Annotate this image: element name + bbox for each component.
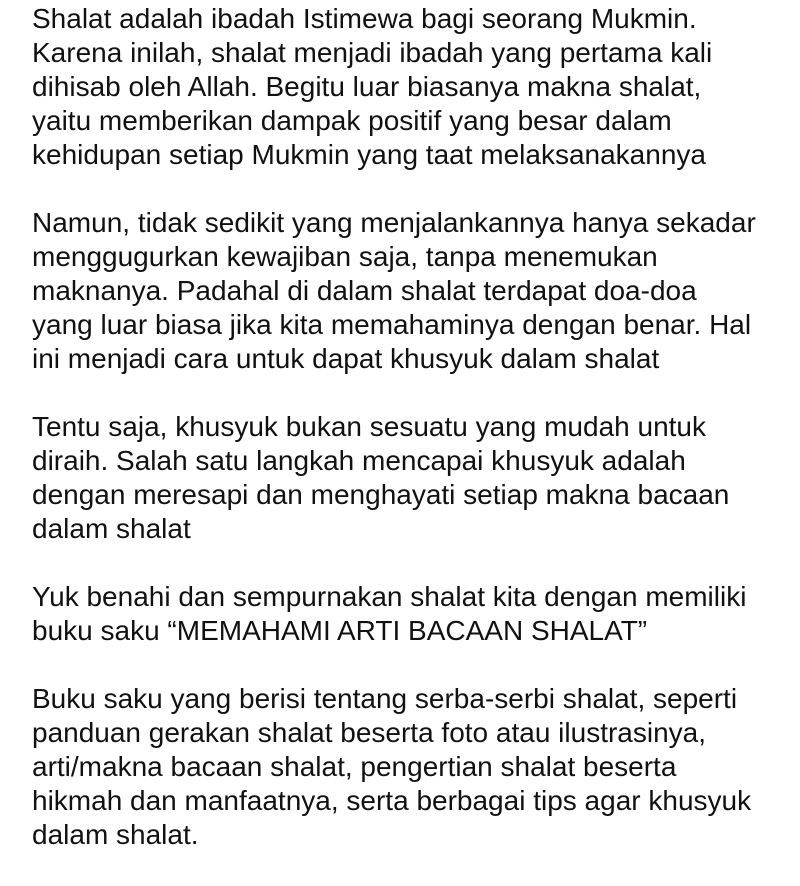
text-line: dalam shalat. — [32, 819, 199, 850]
text-line: Karena inilah, shalat menjadi ibadah yang pertama kali — [32, 37, 713, 68]
text-line: kehidupan setiap Mukmin yang taat melaksanakannya — [32, 139, 706, 170]
document-body — [32, 2, 792, 886]
text-line: menggugurkan kewajiban saja, tanpa menemukan — [32, 241, 658, 272]
text-line: maknanya. Padahal di dalam shalat terdapat doa-doa — [32, 275, 697, 306]
text-line: diraih. Salah satu langkah mencapai khusyuk adalah — [32, 445, 686, 476]
text-line: Namun, tidak sedikit yang menjalankannya hanya sekadar — [32, 207, 756, 238]
text-line: buku saku “MEMAHAMI ARTI BACAAN SHALAT” — [32, 615, 648, 646]
text-line: yang luar biasa jika kita memahaminya dengan benar. Hal — [32, 309, 752, 340]
text-line: Yuk benahi dan sempurnakan shalat kita dengan memiliki — [32, 581, 747, 612]
paragraph-intro — [32, 2, 792, 172]
text-line: Buku saku yang berisi tentang serba-serbi shalat, seperti — [32, 683, 738, 714]
paragraph-book-description — [32, 682, 792, 852]
text-line: hikmah dan manfaatnya, serta berbagai tips agar khusyuk — [32, 785, 752, 816]
text-line: dengan meresapi dan menghayati setiap makna bacaan — [32, 479, 730, 510]
text-line: Shalat adalah ibadah Istimewa bagi seorang Mukmin. — [32, 3, 697, 34]
text-line: dalam shalat — [32, 513, 191, 544]
text-line: dihisab oleh Allah. Begitu luar biasanya makna shalat, — [32, 71, 702, 102]
text-line: panduan gerakan shalat beserta foto atau ilustrasinya, — [32, 717, 707, 748]
text-line: ini menjadi cara untuk dapat khusyuk dalam shalat — [32, 343, 660, 374]
paragraph-problem — [32, 206, 792, 376]
paragraph-call-to-action — [32, 580, 792, 648]
text-line: arti/makna bacaan shalat, pengertian shalat beserta — [32, 751, 677, 782]
text-line: Tentu saja, khusyuk bukan sesuatu yang mudah untuk — [32, 411, 706, 442]
paragraph-khusyuk — [32, 410, 792, 546]
text-line: yaitu memberikan dampak positif yang besar dalam — [32, 105, 672, 136]
